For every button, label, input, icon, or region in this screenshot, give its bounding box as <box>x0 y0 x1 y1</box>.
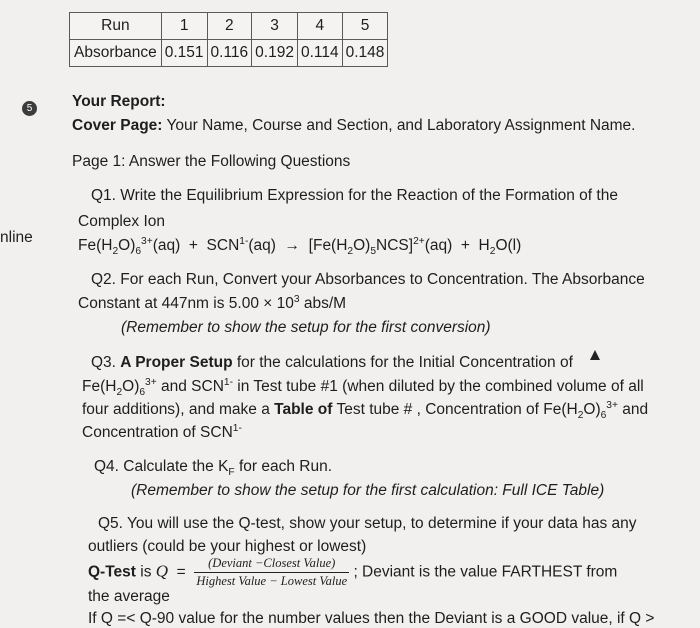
deviant-text: ; Deviant is the value FARTHEST from <box>353 563 618 581</box>
table-cell: 0.116 <box>207 40 252 67</box>
q3-bold-table: Table of <box>274 401 333 418</box>
q2-constant-prefix: Constant at 447nm is 5.00 × 10 <box>78 295 294 312</box>
cover-text: Your Name, Course and Section, and Laboratory Assignment Name. <box>162 117 636 134</box>
q5-line4: the average <box>88 588 170 605</box>
page1-heading: Page 1: Answer the Following Questions <box>72 153 351 170</box>
q3-line3-prefix: four additions), and make a <box>82 401 270 418</box>
qtest-label: Q-Test <box>88 563 136 581</box>
table-row <box>70 40 388 67</box>
q4-subscript: F <box>228 467 235 479</box>
q-fraction-denominator: Highest Value − Lowest Value <box>196 574 348 588</box>
q5-qtest-formula: Q-Test is Q = $\frac{\text{(Deviant −Closest Value)}}{\text{Highest Value − Lowest Value}}$ ; Deviant is the value FARTHEST from <box>88 556 618 588</box>
cover-label: Cover Page: <box>72 117 163 134</box>
q3-line1 <box>91 354 573 372</box>
table-cell: 0.114 <box>297 40 342 67</box>
sidebar-nav-label[interactable]: nline <box>0 229 33 246</box>
table-header-run: Run <box>70 13 162 40</box>
q1-line1: Q1. Write the Equilibrium Expression for the Reaction of the Formation of the <box>91 187 618 204</box>
table-cell: 5 <box>342 13 388 40</box>
table-cell: 2 <box>207 13 252 40</box>
q1-line2: Complex Ion <box>78 213 166 230</box>
mouse-cursor-icon <box>590 350 600 360</box>
q4-suffix: for each Run. <box>234 458 333 475</box>
q2-constant-unit: abs/M <box>299 295 347 312</box>
q-fraction-numerator: (Deviant −Closest Value) <box>194 556 349 573</box>
q1-reaction-equation: $Fe(H_2O)_6^{3+}(aq) + SCN^{1-}(aq) \to [Fe(H_2O)_5NCS]^{2+}(aq) + H_2O(l)$ <box>78 235 522 258</box>
table-cell: 1 <box>161 13 207 40</box>
step-badge: 5 <box>22 101 37 116</box>
table-cell: 3 <box>252 13 298 40</box>
table-cell: 0.148 <box>342 40 388 67</box>
q5-line5: If Q =< Q-90 value for the number values then the Deviant is a GOOD value, if Q > <box>88 610 655 627</box>
q-symbol: Q <box>155 561 169 581</box>
table-row <box>70 13 388 40</box>
table-cell: 4 <box>297 13 342 40</box>
qtest-is: is <box>135 563 156 581</box>
q3-line4: Concentration of $SCN^{1-}$ <box>82 422 242 441</box>
q3-suffix: for the calculations for the Initial Concentration of <box>232 354 573 371</box>
cover-page-line <box>72 117 635 135</box>
q-fraction <box>194 556 349 589</box>
q4-note: (Remember to show the setup for the first calculation: Full ICE Table) <box>131 482 605 499</box>
q2-line1: Q2. For each Run, Convert your Absorbances to Concentration. The Absorbance <box>91 271 645 288</box>
q3-line3-suffix: Test tube # , Concentration of Fe(H <box>336 401 578 418</box>
report-heading: Your Report: <box>72 93 166 110</box>
q2-note: (Remember to show the setup for the first conversion) <box>121 319 491 336</box>
q2-constant-exponent: 3 <box>293 293 300 305</box>
q3-line2: $Fe(H_2O)_6^{3+}$ and $SCN^{1-}$ in Test tube #1 (when diluted by the combined volume of all <box>82 376 644 399</box>
q2-line2 <box>78 295 346 313</box>
q5-line2: outliers (could be your highest or lowest) <box>88 538 367 555</box>
table-cell: 0.151 <box>161 40 207 67</box>
table-cell: 0.192 <box>252 40 298 67</box>
table-header-absorbance: Absorbance <box>70 40 162 67</box>
q5-line1: Q5. You will use the Q-test, show your setup, to determine if your data has any <box>98 515 637 532</box>
q3-bold-setup: A Proper Setup <box>120 354 233 371</box>
absorbance-table <box>69 12 388 67</box>
q3-line3: four additions), and make a Table of Test tube # , Concentration of $Fe(H_2O)_6^{3+}$ and <box>82 399 649 422</box>
q3-prefix: Q3. <box>91 354 121 371</box>
q3-line4-text: Concentration of SCN <box>82 424 233 441</box>
q4-prefix: Q4. Calculate the K <box>94 458 229 475</box>
q4-line1 <box>94 458 333 479</box>
